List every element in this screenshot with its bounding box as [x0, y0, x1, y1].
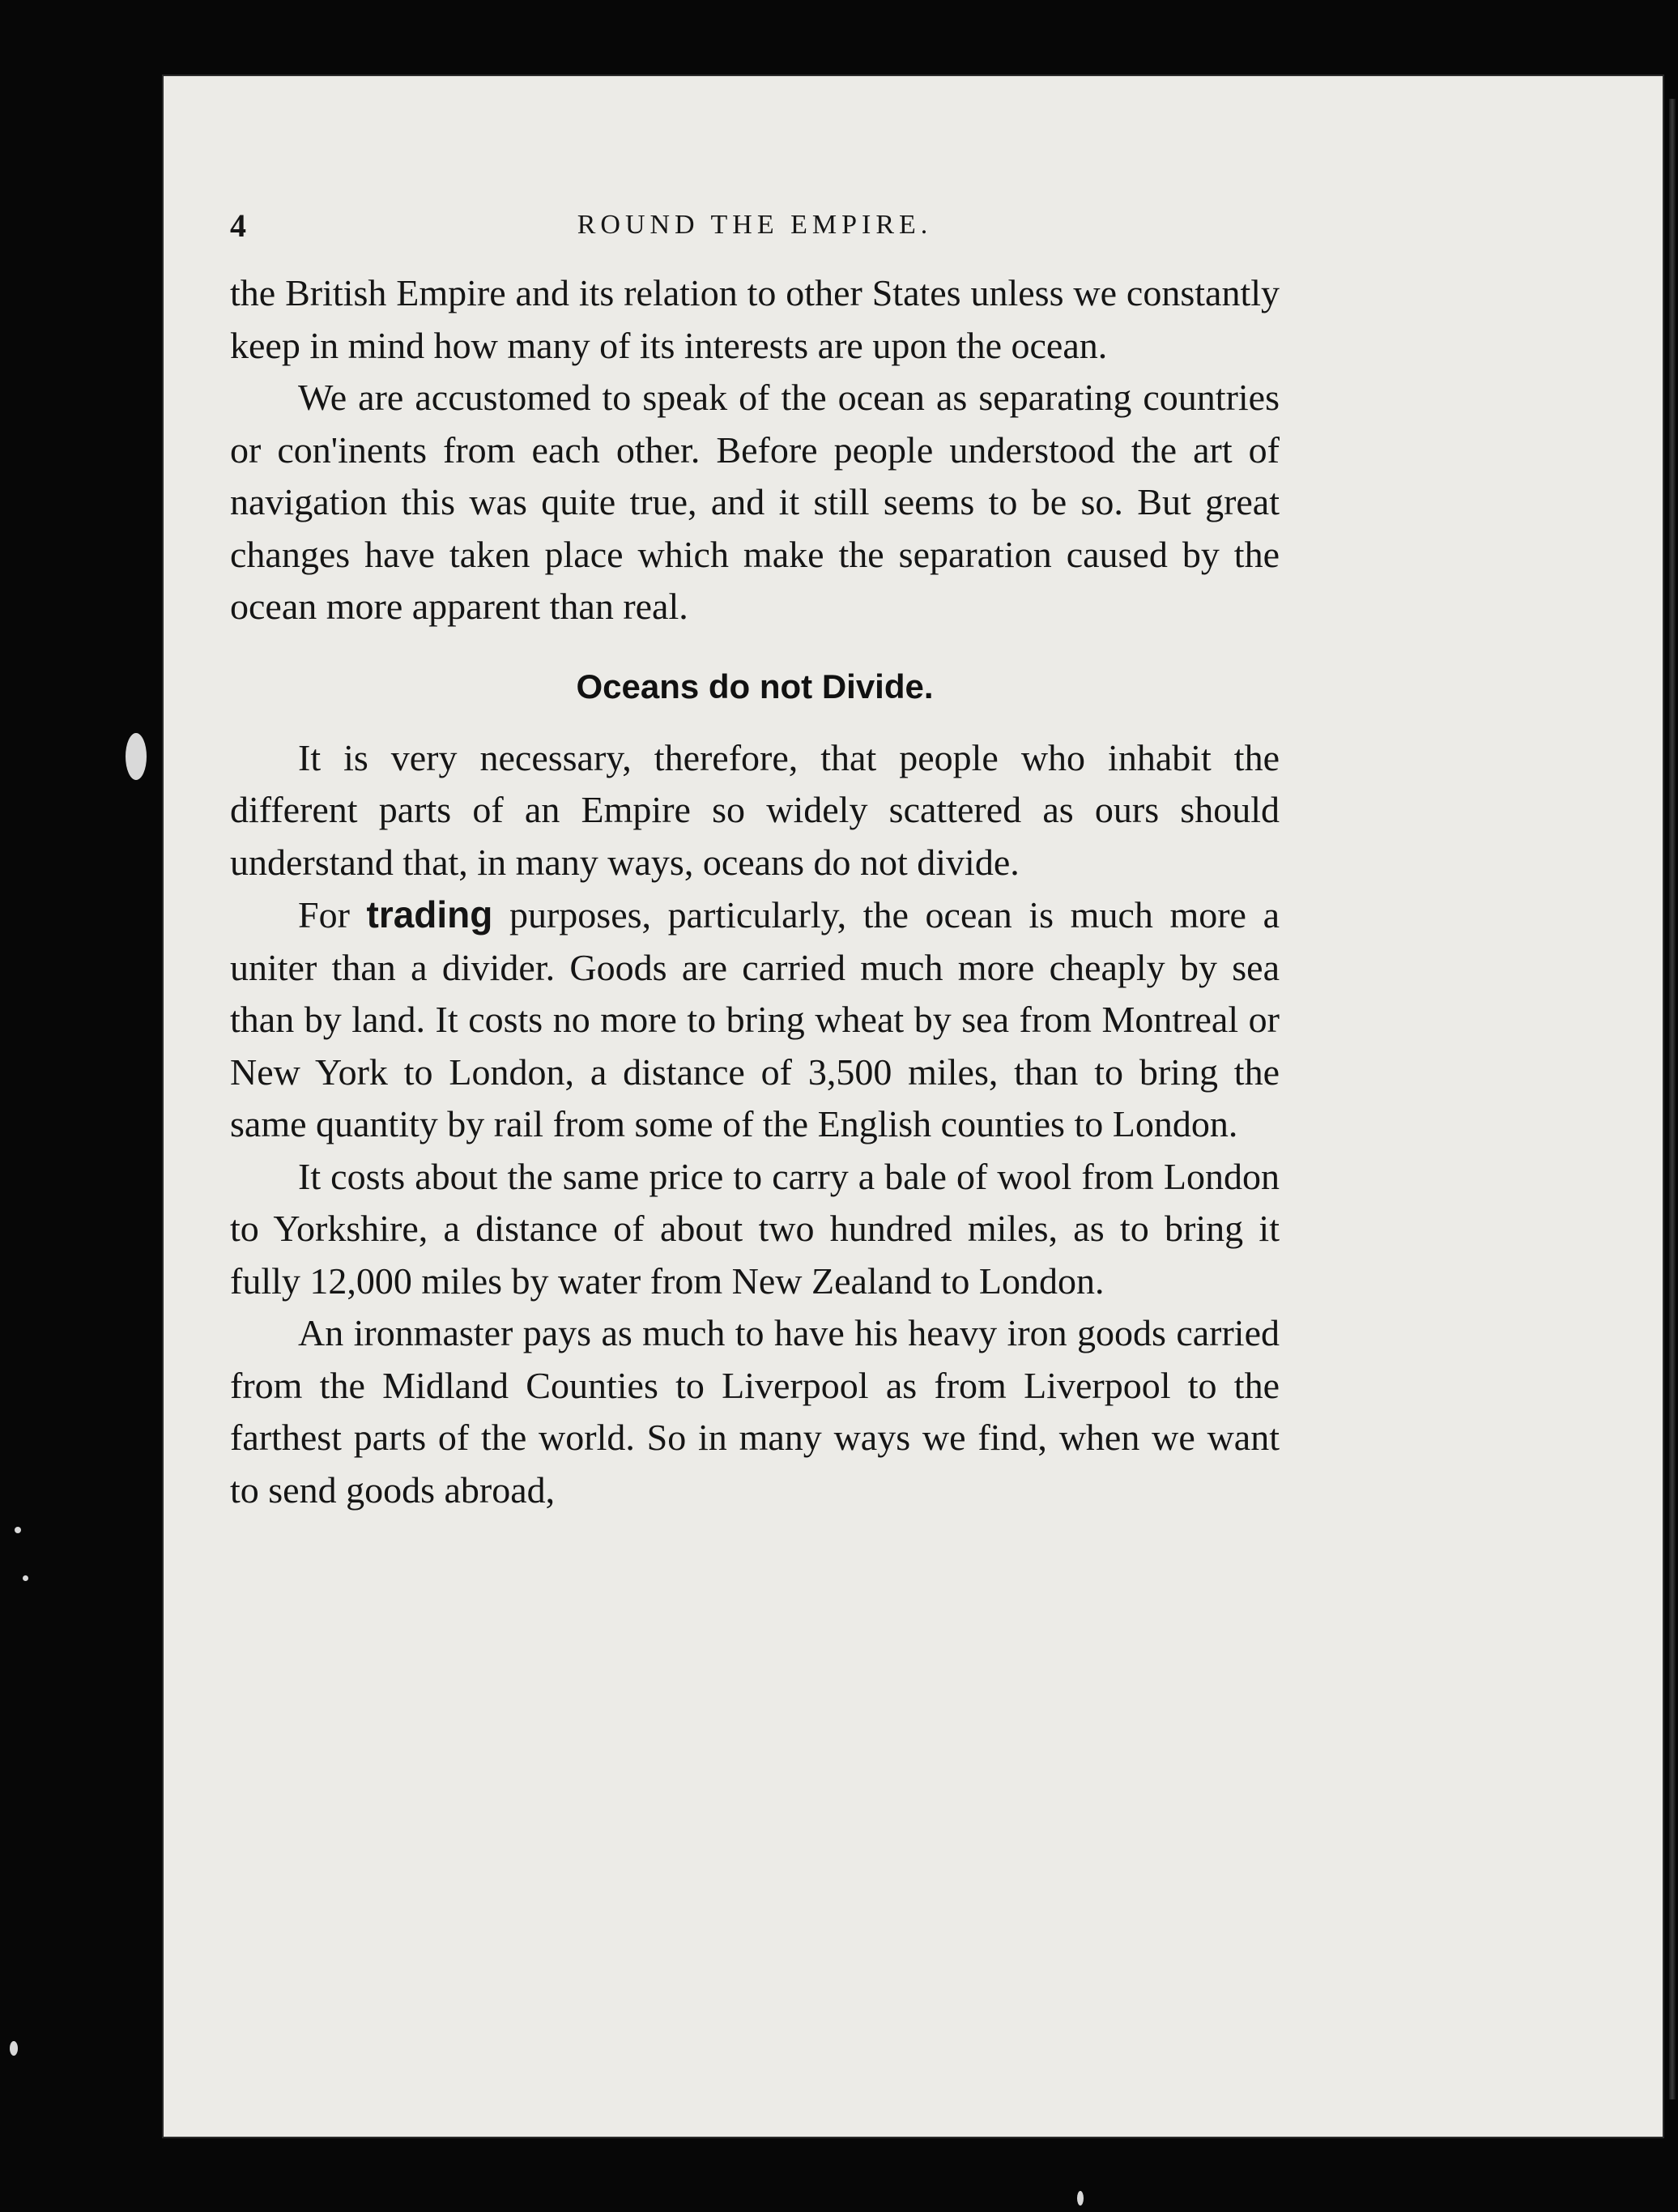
paragraph: We are accustomed to speak of the ocean as separating countries or con'inents from each other. Before people understood the art of navigation this was quite true, and it still seems to be so. But great changes have taken place which make the separation caused by the ocean more apparent than real.: [230, 377, 1280, 627]
paragraph: [230, 889, 1280, 1151]
paragraph-text: For: [298, 894, 367, 936]
running-head: ROUND THE EMPIRE.: [577, 210, 933, 240]
paragraph: It costs about the same price to carry a bale of wool from London to Yorkshire, a distance of about two hundred miles, as to bring it fully 12,000 miles by water from New Zealand to London.: [230, 1155, 1280, 1302]
paragraph: An ironmaster pays as much to have his heavy iron goods carried from the Midland Counties to Liverpool as from Liverpool to the farthest parts of the world. So in many ways we find, when we want to send goods abroad,: [230, 1312, 1280, 1511]
section-heading: Oceans do not Divide.: [576, 667, 934, 705]
paragraph: It is very necessary, therefore, that people who inhabit the different parts of an Empire so widely scattered as ours should understand that, in many ways, oceans do not divide.: [230, 736, 1280, 883]
page-number: 4: [230, 207, 246, 244]
bold-term: trading: [366, 893, 493, 936]
body-text: [230, 267, 1280, 1516]
film-speck: [23, 1575, 28, 1581]
film-speck: [126, 733, 147, 780]
film-speck: [15, 1527, 21, 1533]
paragraph-text: purposes, particularly, the ocean is much more a uniter than a divider. Goods are carried much more cheaply by sea than by land. It costs no more to bring wheat by sea from Montreal or New York to London, a distance of 3,500 miles, than to bring the same quantity by rail from some of the English counties to London.: [230, 894, 1280, 1144]
film-speck: [1077, 2191, 1084, 2206]
paragraph-continued: the British Empire and its relation to other States unless we constantly keep in mind how many of its interests are upon the ocean.: [230, 272, 1280, 366]
film-speck: [10, 2041, 18, 2056]
page-header: [230, 207, 1280, 263]
